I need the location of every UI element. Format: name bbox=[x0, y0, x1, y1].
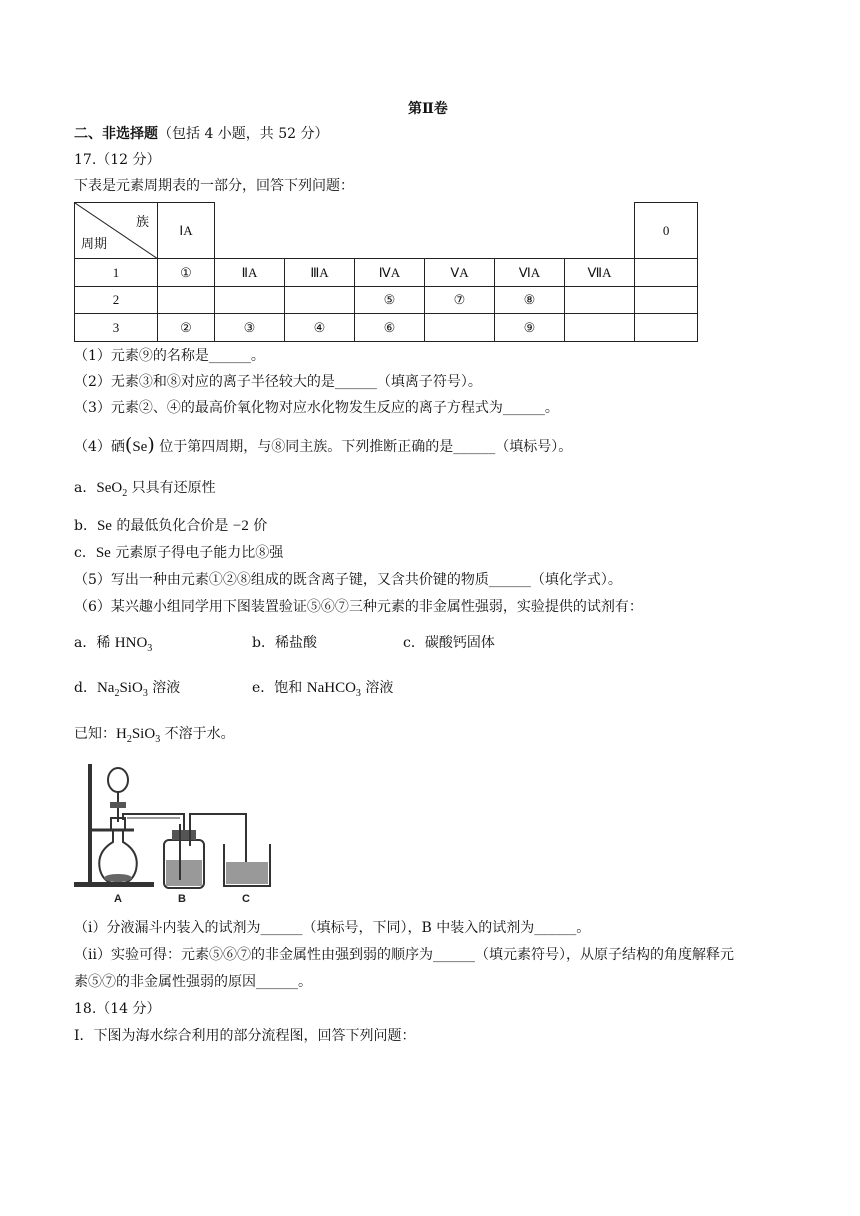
table-corner-cell bbox=[75, 203, 158, 259]
section-heading-line bbox=[74, 125, 329, 143]
table-cell: ⅦA bbox=[565, 259, 635, 287]
table-cell bbox=[635, 259, 698, 287]
known-label: 已知： bbox=[74, 726, 116, 742]
q18-intro: Ⅰ．下图为海水综合利用的部分流程图，回答下列问题： bbox=[74, 1028, 416, 1044]
section-title: 第Ⅱ卷 bbox=[408, 101, 448, 117]
h-subscript: 2 bbox=[126, 733, 132, 745]
sio-subscript: 3 bbox=[142, 687, 148, 699]
table-cell bbox=[565, 287, 635, 314]
table-cell bbox=[635, 314, 698, 342]
q4-text: 位于第四周期，与⑧同主族。下列推断正确的是______（填标号）。 bbox=[159, 439, 573, 455]
na-formula: Na bbox=[96, 680, 115, 696]
group-0-header: 0 bbox=[635, 203, 698, 259]
option-b-text: 的最低负化合价是 bbox=[111, 518, 233, 534]
q4-prefix: （4）硒 bbox=[74, 439, 125, 455]
option-b-label: b． bbox=[74, 518, 97, 534]
se-symbol: Se bbox=[132, 439, 148, 455]
se-symbol: Se bbox=[96, 518, 112, 534]
table-cell: 2 bbox=[75, 287, 158, 314]
table-blank-header bbox=[215, 203, 635, 259]
table-cell: 3 bbox=[75, 314, 158, 342]
table-cell: ⅤA bbox=[425, 259, 495, 287]
option-b bbox=[74, 517, 267, 535]
corner-period-label: 周期 bbox=[81, 236, 108, 251]
sub-question-ii-line2: 素⑤⑦的非金属性强弱的原因______。 bbox=[74, 974, 312, 990]
table-cell: ① bbox=[158, 259, 215, 287]
table-cell: ⅡA bbox=[215, 259, 285, 287]
apparatus-illustration bbox=[74, 762, 278, 904]
reagent-d-text: 溶液 bbox=[147, 680, 181, 696]
option-c-label: c． bbox=[74, 545, 96, 561]
periodic-table bbox=[74, 202, 698, 342]
reagent-e bbox=[252, 679, 393, 703]
corner-group-label: 族 bbox=[135, 214, 149, 229]
table-cell: ⅢA bbox=[285, 259, 355, 287]
paren-close: ) bbox=[147, 434, 155, 456]
table-cell: 1 bbox=[75, 259, 158, 287]
q17-number: 17.（12 分） bbox=[74, 152, 161, 168]
table-cell bbox=[285, 287, 355, 314]
option-a-text: 只具有还原性 bbox=[127, 480, 216, 496]
option-c-text: 元素原子得电子能力比⑧强 bbox=[110, 545, 284, 561]
reagent-a-label: a．稀 bbox=[74, 635, 115, 651]
table-cell: ⅣA bbox=[355, 259, 425, 287]
paren-open: ( bbox=[124, 434, 133, 456]
q17-sub1: （1）元素⑨的名称是______。 bbox=[74, 348, 265, 364]
option-c bbox=[74, 544, 283, 562]
q17-sub3: （3）元素②、④的最高价氧化物对应水化物发生反应的离子方程式为______。 bbox=[74, 400, 559, 416]
nahco3-formula: NaHCO bbox=[306, 680, 356, 696]
reagent-e-text: 溶液 bbox=[360, 680, 394, 696]
q17-sub5: （5）写出一种由元素①②⑧组成的既含离子键，又含共价键的物质______（填化学式）。 bbox=[74, 572, 622, 588]
valence-value: −2 bbox=[232, 518, 249, 534]
table-cell bbox=[215, 287, 285, 314]
q17-intro: 下表是元素周期表的一部分，回答下列问题： bbox=[74, 178, 354, 194]
option-a-label: a． bbox=[74, 480, 97, 496]
q18-number: 18.（14 分） bbox=[74, 1001, 161, 1017]
table-cell: ⑥ bbox=[355, 314, 425, 342]
q17-sub6: （6）某兴趣小组同学用下图装置验证⑤⑥⑦三种元素的非金属性强弱，实验提供的试剂有： bbox=[74, 599, 643, 615]
table-cell: ④ bbox=[285, 314, 355, 342]
apparatus-drawing bbox=[74, 762, 278, 904]
known-text: 不溶于水。 bbox=[160, 726, 235, 742]
option-a bbox=[74, 479, 216, 503]
h-formula: H bbox=[116, 726, 127, 742]
sub-question-i: （ⅰ）分液漏斗内装入的试剂为______（填标号，下同），B 中装入的试剂为______。 bbox=[74, 920, 591, 936]
hno3-subscript: 3 bbox=[147, 642, 153, 654]
group-1a-header: ⅠA bbox=[158, 203, 215, 259]
table-cell bbox=[425, 314, 495, 342]
q17-sub2: （2）无素③和⑧对应的离子半径较大的是______（填离子符号）。 bbox=[74, 374, 482, 390]
sub-question-ii-line1: （ⅱ）实验可得：元素⑤⑥⑦的非金属性由强到弱的顺序为______（填元素符号），从原子结构的角度解释元 bbox=[74, 947, 734, 963]
table-cell bbox=[635, 287, 698, 314]
reagent-e-label: e．饱和 bbox=[252, 680, 307, 696]
section-heading: 二、非选择题 bbox=[74, 126, 158, 142]
table-row bbox=[75, 259, 698, 287]
reagent-d-label: d． bbox=[74, 680, 97, 696]
table-cell: ⑨ bbox=[495, 314, 565, 342]
section-note: （包括 4 小题，共 52 分） bbox=[158, 126, 329, 142]
table-cell: ⑤ bbox=[355, 287, 425, 314]
table-cell bbox=[565, 314, 635, 342]
hno3-formula: HNO bbox=[114, 635, 148, 651]
table-row bbox=[75, 314, 698, 342]
seo2-formula: SeO bbox=[96, 480, 123, 496]
table-cell: ② bbox=[158, 314, 215, 342]
reagent-a bbox=[74, 634, 152, 658]
sio-subscript: 3 bbox=[155, 733, 161, 745]
table-cell: ⑧ bbox=[495, 287, 565, 314]
reagent-d bbox=[74, 679, 180, 703]
apparatus-label-c: C bbox=[242, 893, 250, 904]
option-b-suffix: 价 bbox=[248, 518, 268, 534]
apparatus-label-b: B bbox=[178, 893, 186, 904]
table-cell: ③ bbox=[215, 314, 285, 342]
table-cell: ⅥA bbox=[495, 259, 565, 287]
seo2-subscript: 2 bbox=[122, 487, 128, 499]
nahco3-subscript: 3 bbox=[355, 687, 361, 699]
sio-formula: SiO bbox=[119, 680, 143, 696]
table-cell bbox=[158, 287, 215, 314]
sio-formula: SiO bbox=[131, 726, 156, 742]
reagent-c: c．碳酸钙固体 bbox=[403, 635, 495, 651]
table-cell: ⑦ bbox=[425, 287, 495, 314]
reagent-b: b．稀盐酸 bbox=[252, 635, 317, 651]
known-fact bbox=[74, 725, 235, 749]
apparatus-label-a: A bbox=[114, 893, 122, 904]
na-subscript: 2 bbox=[114, 687, 120, 699]
q17-sub4 bbox=[74, 434, 572, 458]
table-row bbox=[75, 287, 698, 314]
se-symbol: Se bbox=[95, 545, 111, 561]
